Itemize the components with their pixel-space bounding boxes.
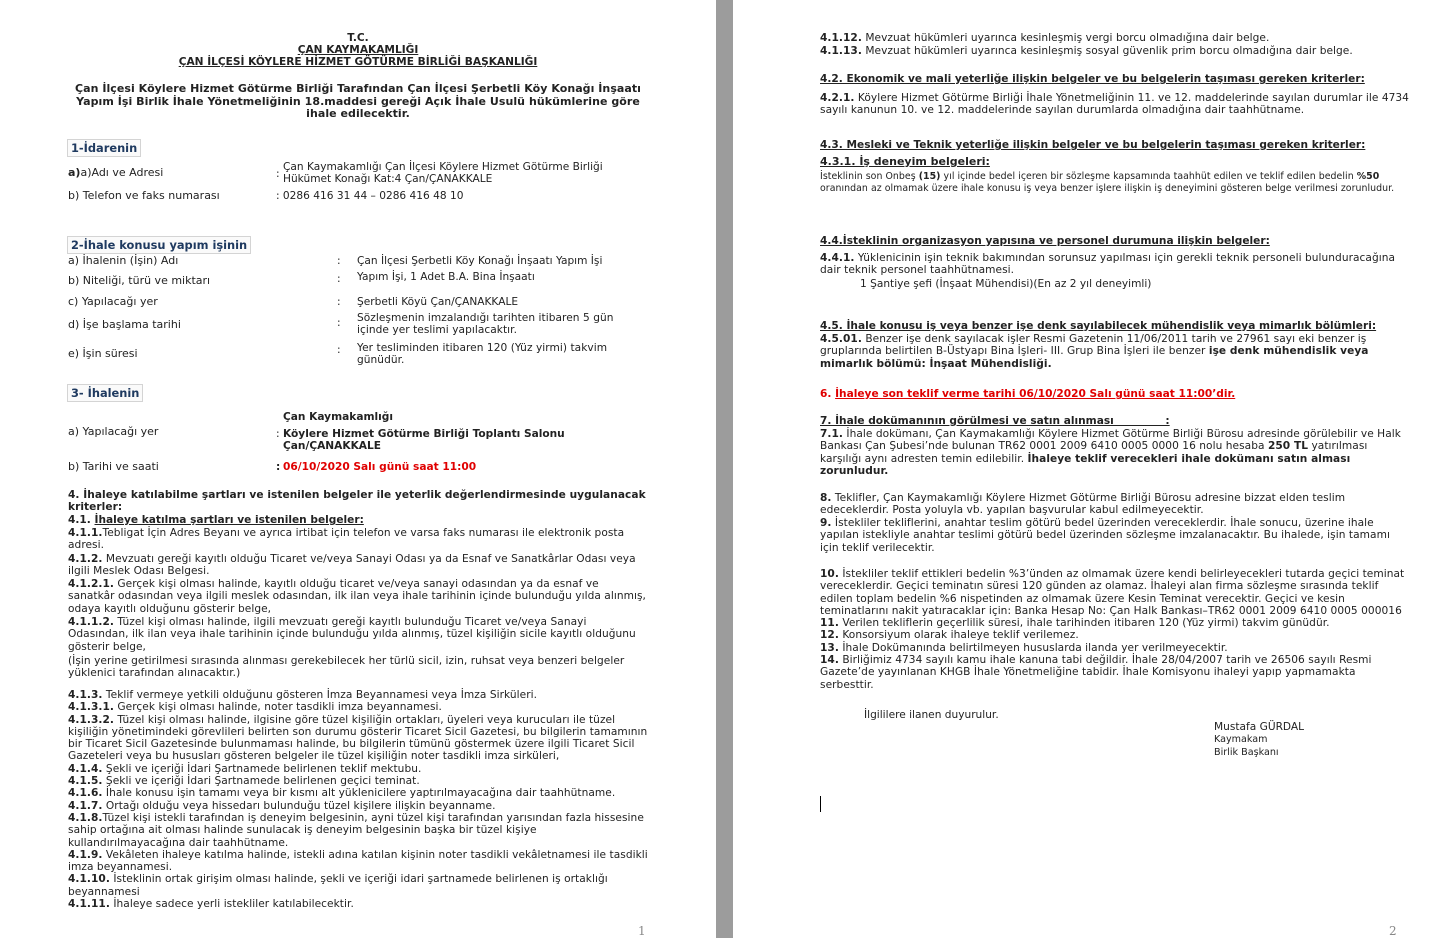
requirement-item: 4.1.7. Ortağı olduğu veya hissedarı bulunduğu tüzel kişilere ilişkin beyanname. (68, 799, 496, 812)
job-name-label: a) İhalenin (İşin) Adı (68, 254, 179, 267)
requirement-item: 4.1.8.Tüzel kişi istekli tarafından iş deneyim belgesinin, ayni tüzel kişi tarafından yarısından fazla hissesine sahip ortağına ait olması halinde sunulacak iş deneyim belgesinin başka bir tüzel kişiye kullandırılmayacağına dair taahhütname. (68, 811, 644, 849)
signatory-title-2: Birlik Başkanı (1214, 747, 1279, 758)
job-type-value: Yapım İşi, 1 Adet B.A. Bina İnşaatı (357, 271, 535, 283)
intro-paragraph: Çan İlçesi Köylere Hizmet Götürme Birliği Tarafından Çan İlçesi Şerbetli Köy Konağı İnşaatı Yapım İşi Birlik İhale Yönetmeliğinin 18.maddesi gereği Açık İhale Usulü hükümlerine göre ihale edilecektir. (74, 82, 641, 121)
requirement-item: 4.1.10. İsteklinin ortak girişim olması halinde, şekli ve içeriği idari şartnamede belirlenen iş ortaklığı beyannamesi (68, 873, 608, 898)
header-tc: T.C. (347, 32, 369, 44)
clause-item: 11. Verilen tekliflerin geçerlilik süresi, ihale tarihinden itibaren 120 (Yüz yirmi) takvim günüdür. (820, 617, 1330, 630)
tender-place-colon: : (276, 428, 280, 440)
tender-date-colon: : (276, 461, 281, 473)
deadline-line: 6. İhaleye son teklif verme tarihi 06/10/2020 Salı günü saat 11:00’dir. (820, 388, 1236, 400)
duration-value: Yer tesliminden itibaren 120 (Yüz yirmi) takvim günüdür. (357, 342, 608, 367)
start-date-colon: : (337, 317, 341, 329)
signatory-title-1: Kaymakam (1214, 734, 1268, 745)
requirement-item: 4.1.5. Şekli ve içeriği İdari Şartnamede belirlenen geçici teminat. (68, 775, 420, 788)
requirement-item: 4.1.1.Tebligat İçin Adres Beyanı ve ayrıca irtibat için telefon ve varsa faks numarası ile elektronik posta adresi. (68, 527, 625, 552)
experience-paragraph: İsteklinin son Onbeş (15) yıl içinde bedel içeren bir sözleşme kapsamında taahhüt edilen ve teklif edilen bedelin %50 oranından az olmamak üzere ihale konusu iş veya benzer işlere ilişkin iş deneyimini gösteren belge verilmesi zorunludur. (820, 171, 1395, 194)
site-chief-line: 1 Şantiye şefi (İnşaat Mühendisi)(En az 2 yıl deneyimli) (860, 278, 1152, 290)
requirement-item: 4.1.1.2. Tüzel kişi olması halinde, ilgili mevzuatı gereği kayıtlı bulunduğu Ticaret ve/veya Sanayi Odasından, ilk ilan veya ihale tarihinin içinde bulunduğu yılda alınmış, tüzel kişiliğin sicile kayıtlı olduğunu gösterir belge, (68, 616, 636, 653)
requirement-item: 4.1.4. Şekli ve içeriği İdari Şartnamede belirlenen teklif mektubu. (68, 762, 422, 775)
phone-label: b) Telefon ve faks numarası (68, 189, 220, 202)
start-date-value: Sözleşmenin imzalandığı tarihten itibaren 5 gün içinde yer teslimi yapılacaktır. (357, 312, 614, 337)
section-7-title: 7. İhale dokümanının görülmesi ve satın alınması : (820, 415, 1170, 427)
section-4-3-1-title: 4.3.1. İş deneyim belgeleri: (820, 155, 990, 168)
clause-item: 10. İstekliler teklif ettikleri bedelin %3’ünden az olmamak üzere kendi belirleyecekleri tutarda geçici teminat vereceklerdir. Geçici teminatın süresi 120 günden az olamaz. İhaleyi alan firma sözleşme sırasında teklif edilen toplam bedelin %6 nispetinden az olmamak üzere Kesin Teminat verecektir. Geçici ve kesin teminatlarını nakit yatıracaklar için: Banka Hesap No: Çan Halk Bankası–TR62 0001 2009 6410 0005 000016 (820, 568, 1405, 617)
address-line-2: Hükümet Konağı Kat:4 Çan/ÇANAKKALE (283, 173, 493, 185)
tender-date-label: b) Tarihi ve saati (68, 460, 159, 473)
job-place-colon: : (337, 296, 341, 308)
job-type-colon: : (337, 273, 341, 285)
requirement-item: 4.1.2. Mevzuatı gereği kayıtlı olduğu Ticaret ve/veya Sanayi Odası ya da Esnaf ve Sanatkârlar Odası veya ilgili Meslek Odası Belgesi. (68, 552, 636, 577)
section-2-title: 2-İhale konusu yapım işinin (67, 236, 251, 254)
section-4-2-text: 4.2.1. Köylere Hizmet Götürme Birliği İhale Yönetmeliğinin 11. ve 12. maddelerinde sayılan durumlar ile 4734 sayılı kanunun 10. ve 12. maddelerinde sayılan durumlarda olmadığına dair taahhütname. (820, 92, 1409, 117)
tender-date-value: 06/10/2020 Salı günü saat 11:00 (283, 461, 477, 473)
requirement-item: 4.1.9. Vekâleten ihaleye katılma halinde, istekli adına katılan kişinin noter tasdikli vekâletnamesi ile tasdikli imza beyannamesi. (68, 848, 648, 874)
job-name-colon: : (337, 255, 341, 267)
requirement-item: 4.1.6. İhale konusu işin tamamı veya bir kısmı alt yüklenicilere yaptırılmayacağına dair taahhütname. (68, 787, 616, 800)
address-line-1: Çan Kaymakamlığı Çan İlçesi Köylere Hizmet Götürme Birliği (283, 161, 603, 173)
address-label: a)a)Adı ve Adresi (68, 166, 164, 179)
section-4-4-text: 4.4.1. Yüklenicinin işin teknik bakımından sorunsuz yapılması için gerekli teknik personeli bulunduracağına dair teknik personel taahhütnamesi. (820, 252, 1396, 277)
job-place-value: Şerbetli Köyü Çan/ÇANAKKALE (357, 296, 519, 308)
requirement-item: 4.1.3. Teklif vermeye yetkili olduğunu gösteren İmza Beyannamesi veya İmza Sirküleri. (68, 689, 538, 701)
page-number-2: 2 (1389, 924, 1397, 938)
job-name-value: Çan İlçesi Şerbetli Köy Konağı İnşaatı Yapım İşi (357, 255, 603, 267)
job-place-label: c) Yapılacağı yer (68, 295, 158, 308)
clause-8: 8. Teklifler, Çan Kaymakamlığı Köylere Hizmet Götürme Birliği Bürosu adresine bizzat elden teslim edeceklerdir. Posta yoluyla vb. yapılan başvurular kabul edilmeyecektir. (820, 492, 1346, 517)
duration-colon: : (337, 344, 341, 356)
document-page-1 (0, 0, 716, 938)
page-number-1: 1 (638, 924, 646, 938)
tender-place-label: a) Yapılacağı yer (68, 425, 159, 438)
section-4-2-title: 4.2. Ekonomik ve mali yeterliğe ilişkin belgeler ve bu belgelerin taşıması gereken kriterler: (820, 73, 1365, 85)
clause-9: 9. İstekliler tekliflerini, anahtar teslim götürü bedel üzerinden vereceklerdir. İhale sonucu, üzerine ihale yapılan istekliyle anahtar teslimi götürü bedel üzerinden sözleşme imzalanacaktır. Bu ihalede, işin tamamı için teklif verilecektir. (820, 517, 1390, 554)
clause-item: 13. İhale Dokümanında belirtilmeyen hususlarda ilanda yer verilmeyecektir. (820, 641, 1228, 654)
section-1-title: 1-İdarenin (67, 139, 141, 157)
section-3-title: 3- İhalenin (67, 384, 143, 402)
address-colon: : (276, 168, 280, 180)
duration-label: e) İşin süresi (68, 347, 138, 360)
phone-value: : 0286 416 31 44 – 0286 416 48 10 (276, 190, 464, 202)
tender-place-line-1: Çan Kaymakamlığı (283, 411, 393, 423)
job-type-label: b) Niteliği, türü ve miktarı (68, 274, 211, 287)
header-kaymakamlik: ÇAN KAYMAKAMLIĞI (297, 44, 419, 56)
requirement-item: 4.1.11. İhaleye sadece yerli istekliler katılabilecektir. (68, 898, 354, 911)
requirement-item: 4.1.2.1. Gerçek kişi olması halinde, kayıtlı olduğu ticaret ve/veya sanayi odasından ya da esnaf ve sanatkâr odasından veya ilgili meslek odasından, ilk ilan veya ihale tarihinin içinde bulunduğu yılda alınmış, odaya kayıtlı olduğunu gösterir belge, (68, 578, 646, 615)
section-7-1-text: 7.1. İhale dokümanı, Çan Kaymakamlığı Köylere Hizmet Götürme Birliği Bürosu adresinde görülebilir ve Halk Bankası Çan Şubesi’nde bulunan TR62 0001 2009 6410 0005 0000 16 nolu hesaba 250 TL yatırılması karşılığı aynı adresten temin edilebilir. İhaleye teklif verecekleri ihale dokümanı satın alması zorunludur. (820, 428, 1401, 477)
page-gutter (716, 0, 733, 938)
section-4-5-text: 4.5.01. Benzer işe denk sayılacak işler Resmi Gazetenin 11/06/2011 tarih ve 27961 sayı eki benzer iş gruplarında belirtilen B-Üstyapı Bina İşleri- III. Grup Bina İşleri ile benzer işe denk mühendislik veya mimarlık bölümü: İnşaat Mühendisliği. (820, 333, 1369, 370)
section-4-1-heading: 4.1. İhaleye katılma şartları ve istenilen belgeler: (68, 514, 364, 526)
clause-item: 12. Konsorsiyum olarak ihaleye teklif verilemez. (820, 629, 1079, 642)
requirements-continued (820, 32, 1410, 58)
closing-line: İlgililere ilanen duyurulur. (864, 709, 999, 721)
requirement-item: 4.1.13. Mevzuat hükümleri uyarınca kesinleşmiş sosyal güvenlik prim borcu olmadığına dair belge. (820, 45, 1353, 58)
section-4-4-title: 4.4.İsteklinin organizasyon yapısına ve personel durumuna ilişkin belgeler: (820, 235, 1270, 247)
licenses-note: (İşin yerine getirilmesi sırasında alınması gerekebilecek her türlü sicil, izin, ruhsat veya benzeri belgeler yüklenici tarafından alınacaktır.) (68, 655, 625, 680)
section-4-5-title: 4.5. İhale konusu iş veya benzer işe denk sayılabilecek mühendislik veya mimarlık bölümleri: (820, 320, 1377, 332)
requirements-group-a (68, 527, 648, 653)
clauses-10-14 (820, 568, 1410, 691)
requirement-item: 4.1.12. Mevzuat hükümleri uyarınca kesinleşmiş vergi borcu olmadığına dair belge. (820, 32, 1270, 44)
tender-place-line-2: Köylere Hizmet Götürme Birliği Toplantı Salonu (283, 428, 565, 440)
section-4-3-title: 4.3. Mesleki ve Teknik yeterliğe ilişkin belgeler ve bu belgelerin taşıması gereken kriterler: (820, 139, 1366, 151)
section-4-title: 4. İhaleye katılabilme şartları ve istenilen belgeler ile yeterlik değerlendirmesinde uygulanacak kriterler: (68, 489, 646, 514)
document-page-2 (733, 0, 1439, 938)
signatory-name: Mustafa GÜRDAL (1214, 721, 1305, 733)
start-date-label: d) İşe başlama tarihi (68, 318, 181, 331)
requirement-item: 4.1.3.1. Gerçek kişi olması halinde, noter tasdikli imza beyannamesi. (68, 701, 442, 714)
requirement-item: 4.1.3.2. Tüzel kişi olması halinde, ilgisine göre tüzel kişiliğin ortakları, üyeleri veya kurucuları ile tüzel kişiliğin yönetimindeki görevlileri belirten son durumu gösterir Ticaret Sicil Gazetesi, bu bilgilerin tamamının bir Ticaret Sicil Gazetesinde bulunmaması halinde, bu bilgilerin tümünü göstermek üzere ilgili Ticaret Sicil Gazeteleri veya bu hususları gösteren belgeler ile tüzel kişiliğin noter tasdikli imza sirküleri, (68, 713, 648, 763)
tender-place-line-3: Çan/ÇANAKKALE (283, 440, 381, 452)
clause-item: 14. Birliğimiz 4734 sayılı kamu ihale kanuna tabi değildir. İhale 28/04/2007 tarih ve 26506 sayılı Resmi Gazete’de yayınlanan KHGB İhale Yönetmeliğine tabidir. İhale Komisyonu ihaleyi yapıp yapmamakta serbesttir. (820, 654, 1372, 691)
requirements-group-b (68, 689, 648, 910)
text-cursor[interactable] (820, 796, 821, 812)
header-birlik: ÇAN İLÇESİ KÖYLERE HİZMET GÖTÜRME BİRLİĞİ BAŞKANLIĞI (178, 56, 538, 68)
